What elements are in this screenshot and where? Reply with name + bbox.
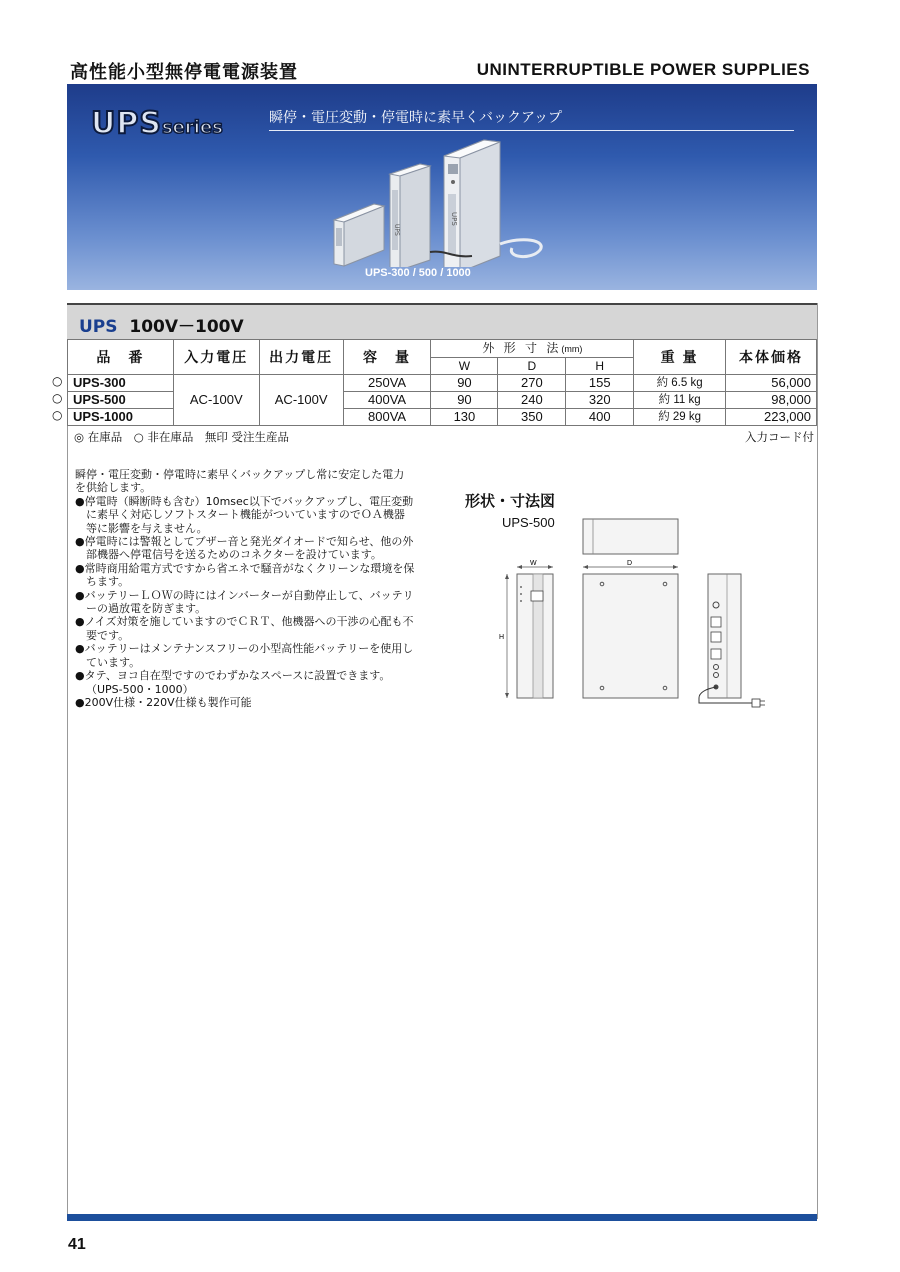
col-dimensions-unit: (mm) (561, 344, 583, 354)
cell-h: 400 (566, 409, 634, 426)
cell-w: 90 (431, 392, 498, 409)
dimension-drawing (495, 515, 785, 720)
stock-mark: ○ (52, 374, 63, 388)
feature-item: ●タテ、ヨコ自在型ですのでわずかなスペースに設置できます。（UPS-500・1000） (75, 669, 391, 696)
col-w: W (431, 358, 498, 375)
series-logo (91, 106, 223, 141)
cell-w: 90 (431, 375, 498, 392)
cell-model: UPS-500 (68, 392, 174, 409)
footer-bar (67, 1214, 817, 1221)
cell-d: 240 (498, 392, 566, 409)
cell-price: 56,000 (726, 375, 817, 392)
figure-model: UPS-500 (502, 515, 555, 530)
banner-tagline: 瞬停・電圧変動・停電時に素早くバックアップ (269, 107, 794, 131)
top-view (583, 519, 678, 554)
table-row (68, 375, 817, 392)
logo-ups: UPS (91, 106, 162, 141)
col-input: 入力電圧 (173, 340, 259, 375)
cell-d: 270 (498, 375, 566, 392)
section-spec: 100V－100V (129, 317, 244, 337)
feature-item: ●200V仕様・220V仕様も製作可能 (75, 695, 252, 709)
dim-label-h: H (499, 634, 505, 641)
logo-series: series (161, 117, 223, 138)
cell-model: UPS-1000 (68, 409, 174, 426)
cord-note: 入力コード付 (745, 430, 814, 444)
stock-legend: ◎ 在庫品 ○ 非在庫品 無印 受注生産品 (74, 430, 290, 444)
cell-h: 155 (566, 375, 634, 392)
page-title-en: UNINTERRUPTIBLE POWER SUPPLIES (476, 60, 810, 79)
product-photo (322, 132, 622, 267)
cell-output-voltage: AC-100V (259, 375, 343, 426)
feature-item: ●バッテリーＬＯＷの時にはインバーターが自動停止して、バッテリーの過放電を防ぎます。 (75, 588, 414, 616)
cell-weight: 約 29 kg (634, 409, 726, 426)
stock-mark: ○ (52, 408, 63, 422)
cell-capacity: 250VA (343, 375, 431, 392)
table-header-row (68, 340, 817, 358)
spec-table (67, 339, 817, 426)
col-dimensions-label: 外 形 寸 法 (482, 341, 562, 355)
page-title-jp: 高性能小型無停電電源装置 (70, 62, 298, 83)
figure-title: 形状・寸法図 (465, 492, 556, 510)
section-title (79, 312, 244, 337)
feature-item: ●ノイズ対策を施していますのでＣＲＴ、他機器への干渉の心配も不要です。 (75, 615, 414, 642)
side-view (583, 574, 678, 698)
feature-item: ●バッテリーはメンテナンスフリーの小型高性能バッテリーを使用しています。 (75, 642, 414, 669)
unit-label-500: UPS (393, 224, 400, 236)
description-intro: 瞬停・電圧変動・停電時に素早くバックアップし常に安定した電力を供給します。 (75, 468, 405, 495)
cell-price: 223,000 (726, 409, 817, 426)
col-d: D (498, 358, 566, 375)
section-series: UPS (79, 317, 118, 337)
cell-capacity: 800VA (343, 409, 431, 426)
col-model: 品 番 (68, 340, 174, 375)
dim-label-d: D (627, 560, 633, 567)
cell-capacity: 400VA (343, 392, 431, 409)
description (75, 468, 415, 709)
cell-w: 130 (431, 409, 498, 426)
col-dimensions (431, 340, 634, 358)
cell-weight: 約 6.5 kg (634, 375, 726, 392)
col-output: 出力電圧 (259, 340, 343, 375)
photo-caption: UPS-300 / 500 / 1000 (365, 267, 471, 279)
feature-item: ●停電時（瞬断時も含む）10msec以下でバックアップし、電圧変動に素早く対応しソフトスタート機能がついていますのでＯＡ機器等に影響を与えません。 (75, 494, 414, 535)
cell-price: 98,000 (726, 392, 817, 409)
cell-h: 320 (566, 392, 634, 409)
stock-mark: ○ (52, 391, 63, 405)
col-price: 本体価格 (726, 340, 817, 375)
dim-label-w: W (530, 560, 537, 567)
cell-input-voltage: AC-100V (173, 375, 259, 426)
banner (67, 84, 817, 290)
feature-item: ●常時商用給電方式ですから省エネで騒音がなくクリーンな環境を保ちます。 (75, 561, 415, 589)
page-number: 41 (68, 1236, 86, 1253)
section-title-bar (67, 303, 817, 339)
cell-model: UPS-300 (68, 375, 174, 392)
unit-label-1000: UPS (450, 212, 458, 226)
cell-d: 350 (498, 409, 566, 426)
col-h: H (566, 358, 634, 375)
col-capacity: 容 量 (343, 340, 431, 375)
feature-item: ●停電時には警報としてブザー音と発光ダイオードで知らせ、他の外部機器へ停電信号を送るためのコネクターを設けています。 (75, 535, 414, 562)
cell-weight: 約 11 kg (634, 392, 726, 409)
col-weight: 重 量 (634, 340, 726, 375)
